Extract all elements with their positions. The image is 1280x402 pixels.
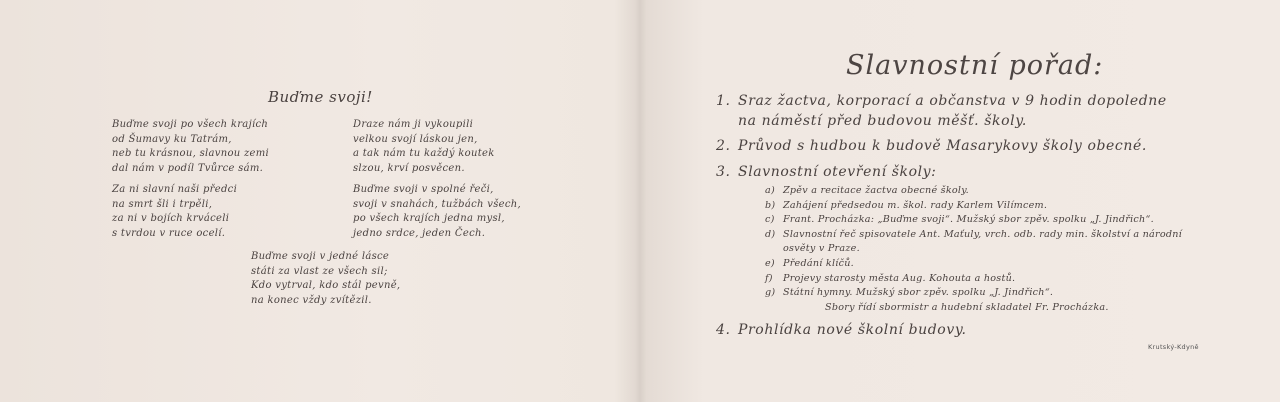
subitem-a: a) Zpěv a recitace žactva obecné školy.: [765, 185, 969, 196]
poem-line: slzou, krví posvěcen.: [353, 162, 465, 174]
poem-line: Kdo vytrval, kdo stál pevně,: [251, 280, 401, 291]
poem-stanza-1: [112, 118, 269, 176]
poem-line: neb tu krásnou, slavnou zemi: [112, 148, 270, 159]
item-number: 1.: [716, 93, 731, 109]
item-number: 2.: [716, 138, 731, 154]
program-title: Slavnostní pořad:: [846, 50, 1104, 81]
poem-line: za ni v bojích krváceli: [112, 213, 230, 224]
program-subitems: [765, 184, 1182, 315]
poem-line: s tvrdou v ruce ocelí.: [112, 227, 226, 239]
poem-line: po všech krajích jedna mysl,: [353, 213, 505, 224]
item-text: Prohlídka nové školní budovy.: [738, 322, 967, 338]
item-number: 4.: [716, 322, 731, 338]
poem-line: na konec vždy zvítězil.: [251, 294, 372, 306]
program-item-3: [716, 162, 937, 182]
poem-stanza-5: [251, 250, 400, 308]
subitem-b: b) Zahájení předsedou m. škol. rady Karlem Vilímcem.: [765, 199, 1048, 211]
subitem-g: g) Státní hymny. Mužský sbor zpěv. spolku „J. Jindřich“.: [765, 287, 1054, 299]
poem-line: státi za vlast ze všech sil;: [251, 265, 388, 277]
printer-imprint: Krutský-Kdyně: [1148, 343, 1199, 351]
subitem-d: d) Slavnostní řeč spisovatele Ant. Maťuly, vrch. odb. rady min. školství a národní: [765, 228, 1182, 240]
subitem-c: c) Frant. Procházka: „Buďme svoji“. Mužský sbor zpěv. spolku „J. Jindřich“.: [765, 214, 1154, 226]
item-text: Slavnostní otevření školy:: [738, 164, 937, 180]
subitem-e: e) Předání klíčů.: [765, 257, 854, 269]
subitem-d-continued: osvěty v Praze.: [783, 243, 860, 255]
poem-line: od Šumavy ku Tatrám,: [112, 133, 232, 145]
poem-title: Buďme svoji!: [268, 88, 373, 106]
program-item-4: [716, 320, 967, 340]
poem-line: na smrt šli i trpěli,: [112, 198, 213, 210]
poem-line: jedno srdce, jeden Čech.: [353, 227, 486, 239]
poem-line: Buďme svoji v spolné řeči,: [353, 184, 494, 195]
poem-line: Buďme svoji v jedné lásce: [251, 251, 390, 262]
program-item-2: [716, 136, 1147, 156]
poem-line: svoji v snahách, tužbách všech,: [353, 198, 521, 210]
program-item-1: [716, 91, 1167, 131]
item-text: Průvod s hudbou k budově Masarykovy školy obecné.: [738, 138, 1147, 154]
item-text: na náměstí před budovou měšť. školy.: [738, 113, 1027, 129]
poem-line: a tak nám tu každý koutek: [353, 148, 495, 159]
poem-line: Za ni slavní naši předci: [112, 184, 238, 195]
poem-stanza-2: [112, 183, 237, 241]
poem-line: dal nám v podíl Tvůrce sám.: [112, 162, 264, 174]
poem-stanza-4: [353, 183, 521, 241]
poem-line: Draze nám ji vykoupili: [353, 119, 474, 130]
item-text: Sraz žactva, korporací a občanstva v 9 hodin dopoledne: [738, 93, 1167, 109]
choir-note: Sbory řídí sbormistr a hudební skladatel Fr. Procházka.: [825, 301, 1109, 313]
item-number: 3.: [716, 164, 731, 180]
poem-line: Buďme svoji po všech krajích: [112, 119, 269, 130]
poem-line: velkou svojí láskou jen,: [353, 133, 478, 145]
poem-stanza-3: [353, 118, 495, 176]
subitem-f: f) Projevy starosty města Aug. Kohouta a hostů.: [765, 272, 1016, 284]
